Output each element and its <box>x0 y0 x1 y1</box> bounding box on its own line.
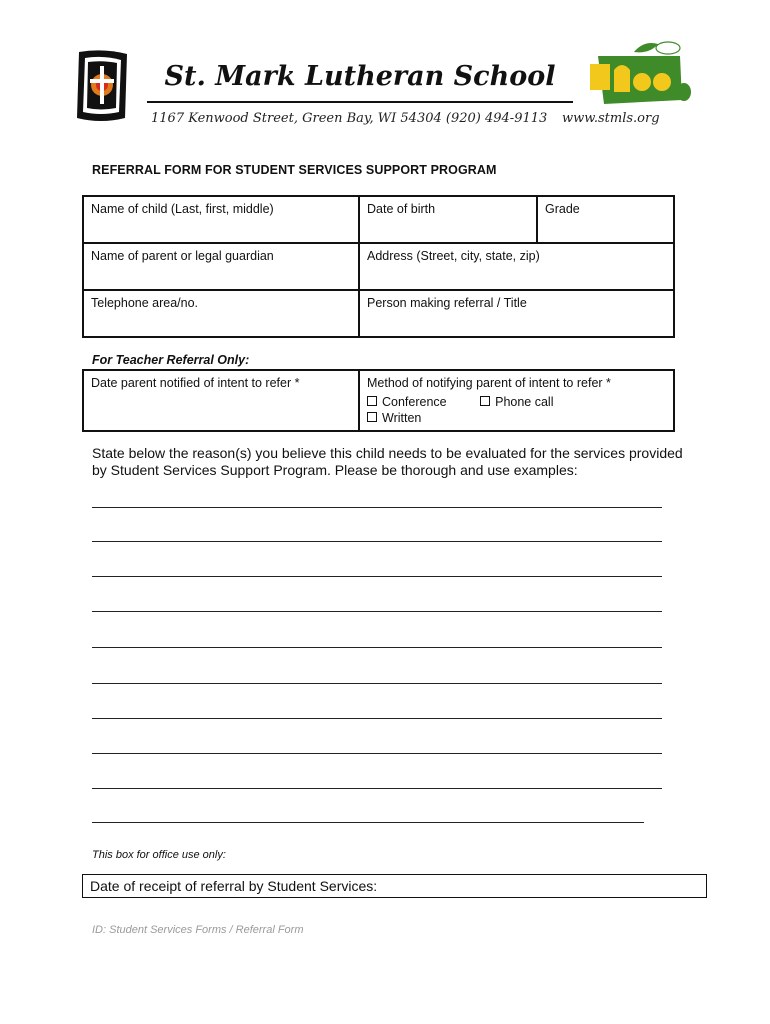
school-address: 1167 Kenwood Street, Green Bay, WI 54304 (920) 494-9113 <box>151 111 548 126</box>
option-conference[interactable] <box>367 394 447 410</box>
referrer-label: Person making referral / Title <box>367 296 527 310</box>
conference-checkbox[interactable] <box>367 396 377 406</box>
school-website: www.stmls.org <box>562 111 660 126</box>
parent-name-label: Name of parent or legal guardian <box>91 249 274 263</box>
reason-line[interactable] <box>92 753 662 754</box>
reason-line[interactable] <box>92 718 662 719</box>
form-title: REFERRAL FORM FOR STUDENT SERVICES SUPPORT PROGRAM <box>92 163 497 177</box>
header-divider <box>147 101 573 103</box>
written-label: Written <box>382 411 422 425</box>
phone-call-checkbox[interactable] <box>480 396 490 406</box>
growing-in-wisdom-logo-icon <box>584 40 692 112</box>
reason-line[interactable] <box>92 822 644 823</box>
student-info-table <box>82 195 675 338</box>
telephone-label: Telephone area/no. <box>91 296 199 310</box>
date-of-birth-label: Date of birth <box>367 202 436 216</box>
school-name: St. Mark Lutheran School <box>164 61 556 92</box>
school-emblem-logo <box>73 48 131 124</box>
reason-line[interactable] <box>92 541 662 542</box>
reason-line[interactable] <box>92 647 662 648</box>
notification-method-label: Method of notifying parent of intent to refer * <box>367 376 611 390</box>
child-name-label: Name of child (Last, first, middle) <box>91 202 274 216</box>
grade-field[interactable] <box>537 196 674 243</box>
reason-line[interactable] <box>92 576 662 577</box>
date-of-birth-field[interactable] <box>359 196 537 243</box>
conference-label: Conference <box>382 395 447 409</box>
referrer-field[interactable] <box>359 290 674 337</box>
notification-method-field <box>359 370 674 431</box>
telephone-field[interactable] <box>83 290 359 337</box>
date-parent-notified-field[interactable] <box>83 370 359 431</box>
reason-line[interactable] <box>92 611 662 612</box>
date-parent-notified-label: Date parent notified of intent to refer * <box>91 376 300 390</box>
form-id-footer: ID: Student Services Forms / Referral Form <box>92 924 304 936</box>
child-name-field[interactable] <box>83 196 359 243</box>
written-checkbox[interactable] <box>367 412 377 422</box>
grade-label: Grade <box>545 202 580 216</box>
address-field[interactable] <box>359 243 674 290</box>
parent-name-field[interactable] <box>83 243 359 290</box>
option-written[interactable] <box>367 410 421 426</box>
office-receipt-date-field[interactable] <box>82 874 707 898</box>
option-phone-call[interactable] <box>480 394 553 410</box>
office-use-note: This box for office use only: <box>92 849 226 861</box>
teacher-referral-table <box>82 369 675 432</box>
teacher-referral-heading: For Teacher Referral Only: <box>92 353 250 367</box>
phone-call-label: Phone call <box>495 395 554 409</box>
office-receipt-date-label: Date of receipt of referral by Student Services: <box>90 878 378 894</box>
reason-line[interactable] <box>92 507 662 508</box>
address-label: Address (Street, city, state, zip) <box>367 249 540 263</box>
reason-line[interactable] <box>92 683 662 684</box>
reason-line[interactable] <box>92 788 662 789</box>
reason-instructions: State below the reason(s) you believe this child needs to be evaluated for the services provided by Student Services Support Program. Please be thorough and use examples: <box>92 445 683 478</box>
notification-method-options <box>367 394 666 426</box>
